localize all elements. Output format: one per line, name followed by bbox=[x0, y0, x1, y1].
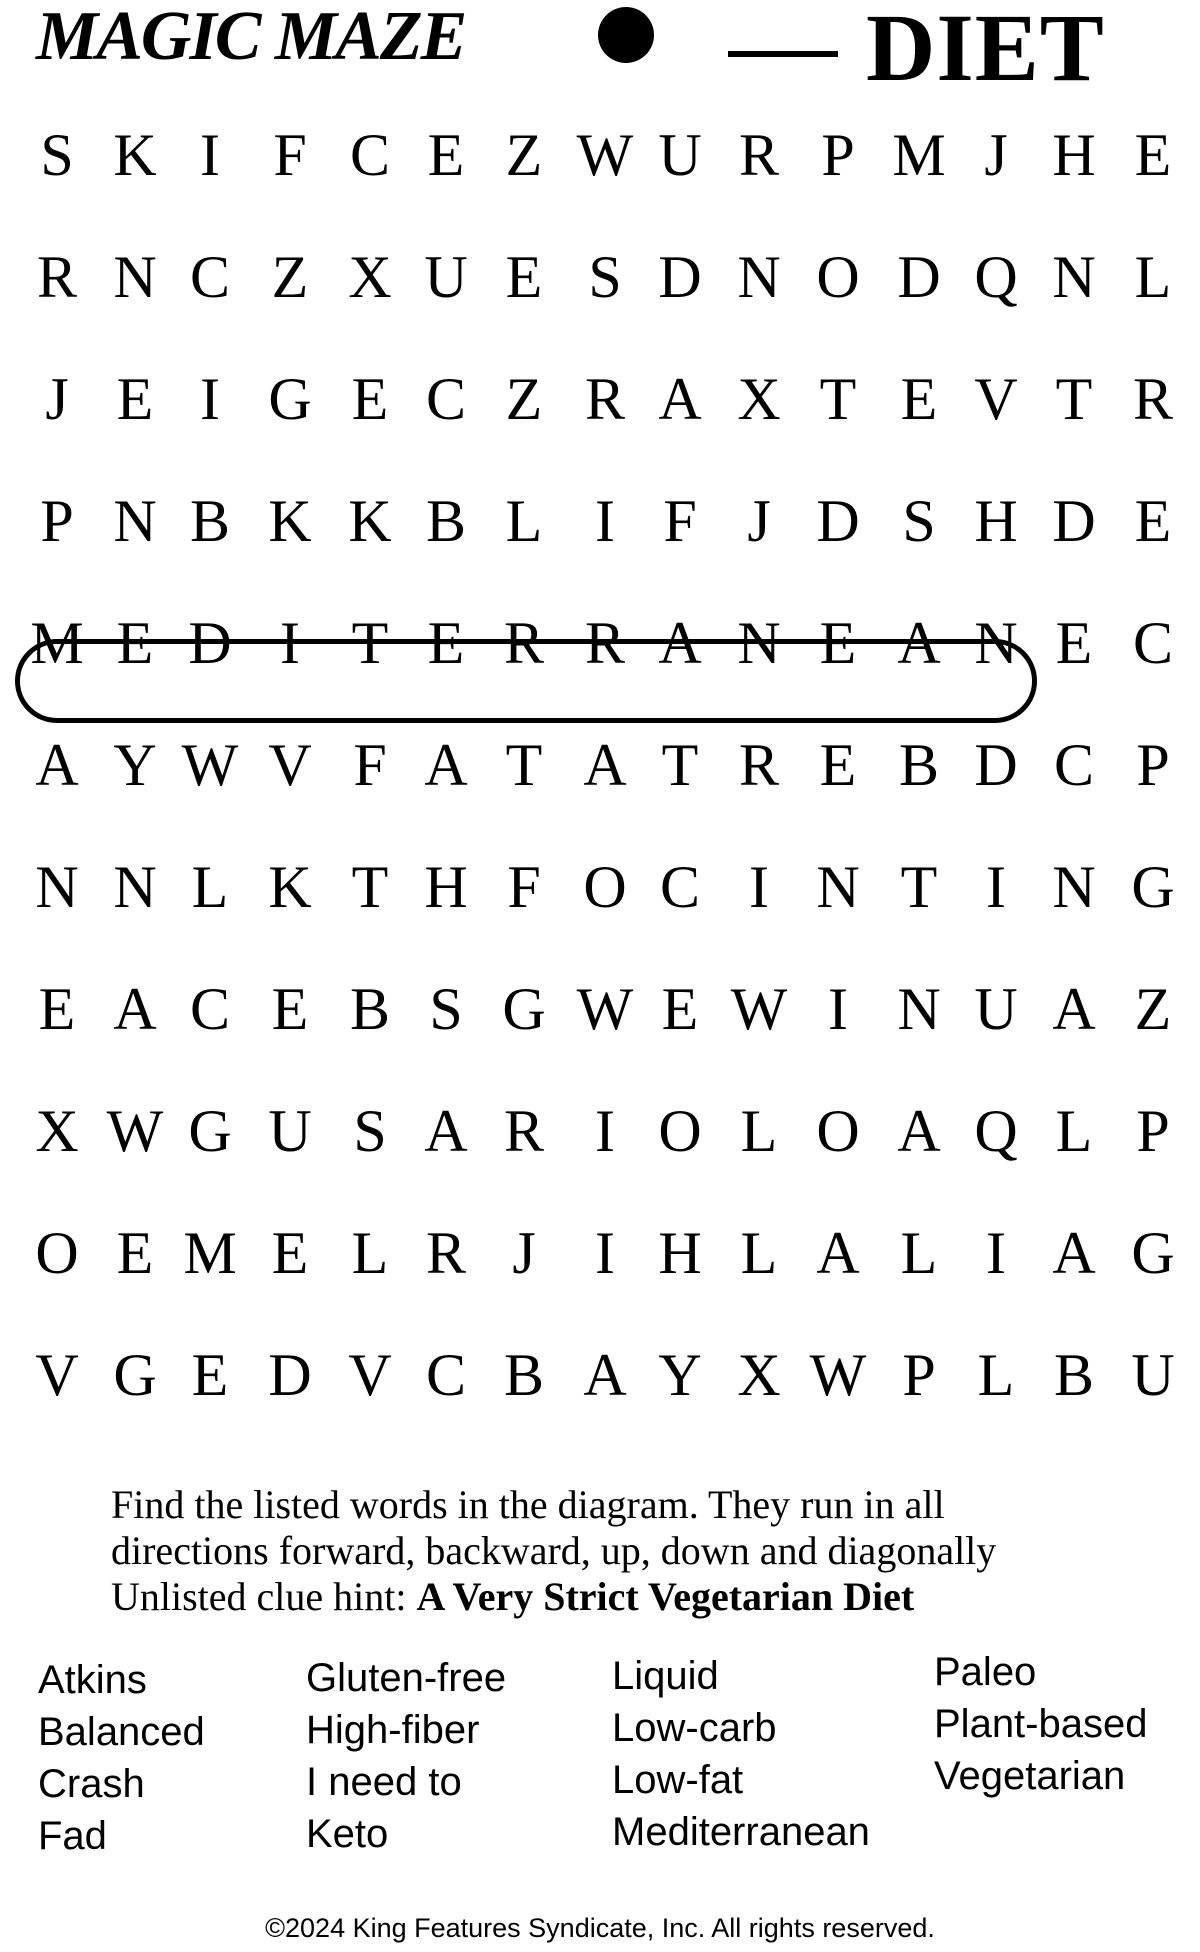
grid-letter: R bbox=[1132, 366, 1174, 432]
grid-letter: P bbox=[1136, 1098, 1170, 1164]
grid-letter: O bbox=[658, 1098, 702, 1164]
grid-letter: U bbox=[424, 244, 468, 310]
grid-letter: P bbox=[821, 122, 855, 188]
grid-letter: E bbox=[116, 610, 154, 676]
grid-letter: I bbox=[986, 1220, 1006, 1286]
grid-letter: V bbox=[268, 732, 312, 798]
grid-letter: E bbox=[427, 122, 465, 188]
grid-letter: Z bbox=[1134, 976, 1172, 1042]
grid-letter: N bbox=[737, 244, 781, 310]
grid-letter: J bbox=[747, 488, 771, 554]
word-list-item: Mediterranean bbox=[612, 1810, 870, 1854]
grid-letter: W bbox=[809, 1342, 867, 1408]
instructions bbox=[111, 1482, 1131, 1620]
grid-letter: T bbox=[900, 854, 938, 920]
word-list-item: Fad bbox=[38, 1814, 107, 1858]
grid-letter: U bbox=[974, 976, 1018, 1042]
grid-letter: T bbox=[351, 854, 389, 920]
grid-letter: J bbox=[512, 1220, 536, 1286]
grid-letter: N bbox=[35, 854, 79, 920]
grid-letter: I bbox=[986, 854, 1006, 920]
grid-letter: W bbox=[181, 732, 239, 798]
grid-letter: E bbox=[427, 610, 465, 676]
grid-letter: E bbox=[819, 610, 857, 676]
grid-letter: N bbox=[113, 854, 157, 920]
grid-letter: R bbox=[738, 732, 780, 798]
grid-letter: H bbox=[1052, 122, 1096, 188]
puzzle-subject: DIET bbox=[866, 0, 1105, 101]
hint-prefix: Unlisted clue hint: bbox=[111, 1574, 417, 1619]
grid-letter: O bbox=[816, 244, 860, 310]
grid-letter: B bbox=[898, 732, 940, 798]
grid-letter: G bbox=[188, 1098, 232, 1164]
grid-letter: A bbox=[583, 732, 627, 798]
grid-letter: R bbox=[425, 1220, 467, 1286]
grid-letter: U bbox=[1131, 1342, 1175, 1408]
grid-letter: I bbox=[595, 488, 615, 554]
grid-letter: R bbox=[738, 122, 780, 188]
grid-row bbox=[0, 481, 1200, 561]
word-list-item: Low-carb bbox=[612, 1706, 777, 1750]
grid-letter: N bbox=[1052, 854, 1096, 920]
grid-letter: U bbox=[268, 1098, 312, 1164]
circled-answer-outline bbox=[15, 639, 1037, 723]
grid-letter: L bbox=[351, 1220, 389, 1286]
grid-letter: T bbox=[661, 732, 699, 798]
grid-letter: I bbox=[749, 854, 769, 920]
grid-letter: H bbox=[974, 488, 1018, 554]
grid-letter: S bbox=[588, 244, 622, 310]
word-list-column-1 bbox=[38, 1654, 205, 1862]
grid-letter: C bbox=[1132, 610, 1174, 676]
grid-letter: X bbox=[737, 366, 781, 432]
grid-letter: A bbox=[897, 610, 941, 676]
grid-letter: X bbox=[737, 1342, 781, 1408]
grid-letter: D bbox=[897, 244, 941, 310]
grid-letter: X bbox=[35, 1098, 79, 1164]
grid-letter: C bbox=[189, 976, 231, 1042]
grid-letter: E bbox=[1134, 488, 1172, 554]
grid-letter: F bbox=[353, 732, 387, 798]
grid-row bbox=[0, 1335, 1200, 1415]
grid-letter: L bbox=[740, 1220, 778, 1286]
word-list-column-2 bbox=[306, 1652, 506, 1860]
grid-letter: V bbox=[348, 1342, 392, 1408]
grid-letter: C bbox=[425, 1342, 467, 1408]
grid-letter: A bbox=[424, 732, 468, 798]
grid-letter: R bbox=[503, 1098, 545, 1164]
grid-letter: K bbox=[348, 488, 392, 554]
grid-letter: W bbox=[730, 976, 788, 1042]
grid-letter: F bbox=[663, 488, 697, 554]
grid-letter: F bbox=[273, 122, 307, 188]
grid-letter: M bbox=[30, 610, 84, 676]
grid-letter: G bbox=[1131, 854, 1175, 920]
grid-letter: Z bbox=[271, 244, 309, 310]
grid-letter: Q bbox=[974, 244, 1018, 310]
grid-letter: K bbox=[268, 488, 312, 554]
grid-letter: B bbox=[349, 976, 391, 1042]
word-list-item: Vegetarian bbox=[934, 1754, 1126, 1798]
grid-row bbox=[0, 725, 1200, 805]
grid-letter: E bbox=[819, 732, 857, 798]
grid-letter: N bbox=[1052, 244, 1096, 310]
grid-letter: G bbox=[1131, 1220, 1175, 1286]
grid-letter: E bbox=[900, 366, 938, 432]
grid-letter: C bbox=[425, 366, 467, 432]
word-list-item: Crash bbox=[38, 1762, 145, 1806]
grid-letter: T bbox=[351, 610, 389, 676]
grid-letter: N bbox=[897, 976, 941, 1042]
grid-letter: R bbox=[584, 366, 626, 432]
grid-letter: R bbox=[584, 610, 626, 676]
grid-letter: Z bbox=[505, 366, 543, 432]
grid-letter: D bbox=[268, 1342, 312, 1408]
grid-letter: S bbox=[429, 976, 463, 1042]
grid-letter: H bbox=[658, 1220, 702, 1286]
grid-letter: A bbox=[658, 610, 702, 676]
grid-letter: V bbox=[974, 366, 1018, 432]
grid-letter: G bbox=[502, 976, 546, 1042]
grid-letter: K bbox=[268, 854, 312, 920]
grid-letter: E bbox=[116, 1220, 154, 1286]
grid-letter: E bbox=[271, 976, 309, 1042]
grid-row bbox=[0, 115, 1200, 195]
grid-letter: A bbox=[1052, 1220, 1096, 1286]
grid-letter: S bbox=[40, 122, 74, 188]
grid-letter: I bbox=[200, 122, 220, 188]
grid-letter: M bbox=[183, 1220, 237, 1286]
grid-letter: N bbox=[816, 854, 860, 920]
copyright-notice: ©2024 King Features Syndicate, Inc. All rights reserved. bbox=[265, 1913, 935, 1943]
grid-letter: C bbox=[189, 244, 231, 310]
grid-letter: N bbox=[737, 610, 781, 676]
grid-letter: S bbox=[902, 488, 936, 554]
grid-letter: Z bbox=[505, 122, 543, 188]
grid-letter: T bbox=[505, 732, 543, 798]
word-list-item: I need to bbox=[306, 1760, 462, 1804]
grid-letter: A bbox=[1052, 976, 1096, 1042]
word-list-item: Atkins bbox=[38, 1658, 147, 1702]
grid-letter: D bbox=[658, 244, 702, 310]
grid-letter: E bbox=[661, 976, 699, 1042]
grid-row bbox=[0, 1213, 1200, 1293]
grid-letter: D bbox=[974, 732, 1018, 798]
grid-letter: D bbox=[188, 610, 232, 676]
grid-letter: A bbox=[658, 366, 702, 432]
grid-letter: X bbox=[348, 244, 392, 310]
grid-letter: I bbox=[828, 976, 848, 1042]
grid-letter: C bbox=[659, 854, 701, 920]
grid-letter: O bbox=[35, 1220, 79, 1286]
grid-letter: E bbox=[271, 1220, 309, 1286]
grid-letter: J bbox=[984, 122, 1008, 188]
grid-letter: I bbox=[595, 1220, 615, 1286]
word-list-item: Keto bbox=[306, 1812, 389, 1856]
grid-letter: O bbox=[583, 854, 627, 920]
grid-letter: E bbox=[191, 1342, 229, 1408]
grid-letter: V bbox=[35, 1342, 79, 1408]
grid-letter: E bbox=[38, 976, 76, 1042]
grid-letter: G bbox=[268, 366, 312, 432]
word-list-column-3 bbox=[612, 1650, 870, 1858]
grid-letter: E bbox=[505, 244, 543, 310]
grid-letter: A bbox=[897, 1098, 941, 1164]
grid-letter: L bbox=[900, 1220, 938, 1286]
grid-letter: E bbox=[116, 366, 154, 432]
word-list-item: Paleo bbox=[934, 1650, 1037, 1694]
grid-letter: W bbox=[576, 122, 634, 188]
grid-letter: T bbox=[819, 366, 857, 432]
grid-letter: W bbox=[576, 976, 634, 1042]
grid-letter: R bbox=[36, 244, 78, 310]
instructions-line-1: Find the listed words in the diagram. They run in all bbox=[111, 1482, 945, 1527]
grid-letter: Q bbox=[974, 1098, 1018, 1164]
word-list-column-4 bbox=[934, 1646, 1147, 1802]
grid-letter: K bbox=[113, 122, 157, 188]
word-list-item: Plant-based bbox=[934, 1702, 1148, 1746]
grid-letter: G bbox=[113, 1342, 157, 1408]
word-list-item: Balanced bbox=[38, 1710, 205, 1754]
grid-letter: L bbox=[1055, 1098, 1093, 1164]
grid-letter: C bbox=[1053, 732, 1095, 798]
grid-letter: L bbox=[740, 1098, 778, 1164]
grid-letter: P bbox=[40, 488, 74, 554]
word-list-item: Low-fat bbox=[612, 1758, 744, 1802]
grid-row bbox=[0, 237, 1200, 317]
grid-letter: I bbox=[280, 610, 300, 676]
instructions-line-2: directions forward, backward, up, down and diagonally bbox=[111, 1528, 997, 1573]
hint-answer: A Very Strict Vegetarian Diet bbox=[416, 1574, 915, 1619]
puzzle-title: MAGIC MAZE bbox=[36, 0, 466, 75]
grid-letter: O bbox=[816, 1098, 860, 1164]
grid-letter: I bbox=[595, 1098, 615, 1164]
grid-letter: W bbox=[106, 1098, 164, 1164]
grid-letter: B bbox=[425, 488, 467, 554]
grid-letter: B bbox=[503, 1342, 545, 1408]
grid-letter: L bbox=[1134, 244, 1172, 310]
grid-row bbox=[0, 359, 1200, 439]
grid-letter: A bbox=[113, 976, 157, 1042]
word-list-item: Liquid bbox=[612, 1654, 719, 1698]
grid-letter: T bbox=[1055, 366, 1093, 432]
grid-letter: A bbox=[424, 1098, 468, 1164]
grid-letter: D bbox=[1052, 488, 1096, 554]
grid-letter: Y bbox=[113, 732, 157, 798]
grid-row bbox=[0, 969, 1200, 1049]
grid-letter: P bbox=[902, 1342, 936, 1408]
word-list-item: High-fiber bbox=[306, 1708, 480, 1752]
grid-letter: B bbox=[1053, 1342, 1095, 1408]
grid-letter: A bbox=[583, 1342, 627, 1408]
grid-letter: H bbox=[424, 854, 468, 920]
grid-letter: P bbox=[1136, 732, 1170, 798]
instructions-hint bbox=[111, 1574, 1131, 1620]
grid-letter: L bbox=[977, 1342, 1015, 1408]
grid-letter: B bbox=[189, 488, 231, 554]
grid-letter: N bbox=[113, 244, 157, 310]
grid-letter: A bbox=[35, 732, 79, 798]
grid-letter: L bbox=[191, 854, 229, 920]
grid-letter: R bbox=[503, 610, 545, 676]
grid-letter: M bbox=[892, 122, 946, 188]
grid-letter: N bbox=[974, 610, 1018, 676]
word-list-item: Gluten-free bbox=[306, 1656, 507, 1700]
grid-letter: C bbox=[349, 122, 391, 188]
grid-letter: Y bbox=[658, 1342, 702, 1408]
grid-row bbox=[0, 847, 1200, 927]
grid-letter: E bbox=[1134, 122, 1172, 188]
grid-letter: I bbox=[200, 366, 220, 432]
grid-letter: S bbox=[353, 1098, 387, 1164]
grid-letter: D bbox=[816, 488, 860, 554]
grid-letter: E bbox=[1055, 610, 1093, 676]
grid-letter: L bbox=[505, 488, 543, 554]
grid-letter: N bbox=[113, 488, 157, 554]
grid-row bbox=[0, 1091, 1200, 1171]
grid-letter: U bbox=[658, 122, 702, 188]
grid-letter: A bbox=[816, 1220, 860, 1286]
grid-letter: E bbox=[351, 366, 389, 432]
grid-letter: F bbox=[507, 854, 541, 920]
grid-letter: J bbox=[45, 366, 69, 432]
